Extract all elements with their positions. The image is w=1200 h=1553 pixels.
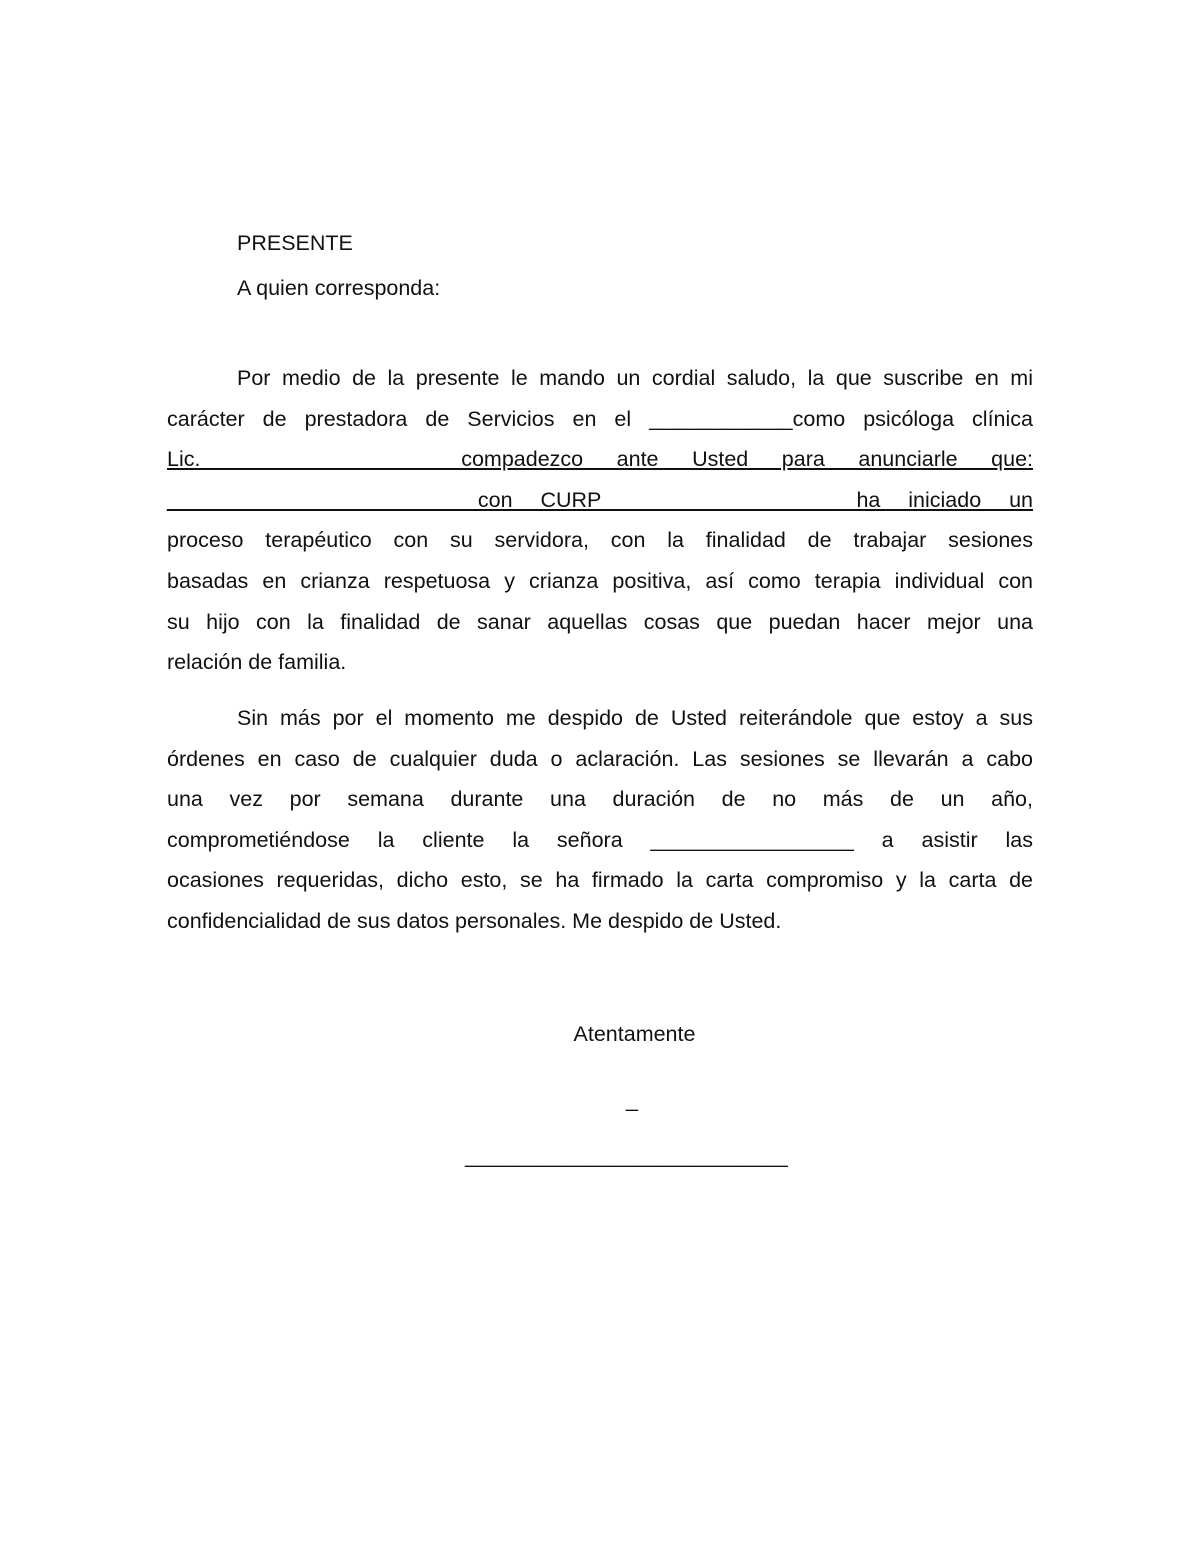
closing-regards: Atentamente [573, 1022, 696, 1046]
paragraph-line: ocasiones requeridas, dicho esto, se ha firmado la carta compromiso y la carta de [167, 868, 1033, 892]
paragraph-line: carácter de prestadora de Servicios en el ____________como psicóloga clínica [167, 407, 1033, 431]
paragraph-line: basadas en crianza respetuosa y crianza positiva, así como terapia individual con [167, 569, 1033, 593]
signature-mark: _ [626, 1088, 638, 1112]
paragraph-line: Por medio de la presente le mando un cordial saludo, la que suscribe en mi [237, 366, 1033, 390]
paragraph-line: confidencialidad de sus datos personales. Me despido de Usted. [167, 909, 782, 933]
paragraph-line: órdenes en caso de cualquier duda o aclaración. Las sesiones se llevarán a cabo [167, 747, 1033, 771]
paragraph-line: una vez por semana durante una duración de no más de un año, [167, 787, 1033, 811]
paragraph-line: Sin más por el momento me despido de Usted reiterándole que estoy a sus [237, 706, 1033, 730]
paragraph-line: __________________________con CURP___________________ ha iniciado un [167, 488, 1033, 512]
paragraph-line: proceso terapéutico con su servidora, con la finalidad de trabajar sesiones [167, 528, 1033, 552]
paragraph-line: su hijo con la finalidad de sanar aquellas cosas que puedan hacer mejor una [167, 610, 1033, 634]
signature-line: ___________________________ [465, 1144, 788, 1168]
paragraph-line: relación de familia. [167, 650, 347, 674]
paragraph-line: Lic. ___________________compadezco ante Usted para anunciarle que: [167, 447, 1033, 471]
salutation: A quien corresponda: [237, 276, 441, 300]
recipient-heading: PRESENTE [237, 231, 353, 255]
paragraph-line: comprometiéndose la cliente la señora _________________ a asistir las [167, 828, 1033, 852]
